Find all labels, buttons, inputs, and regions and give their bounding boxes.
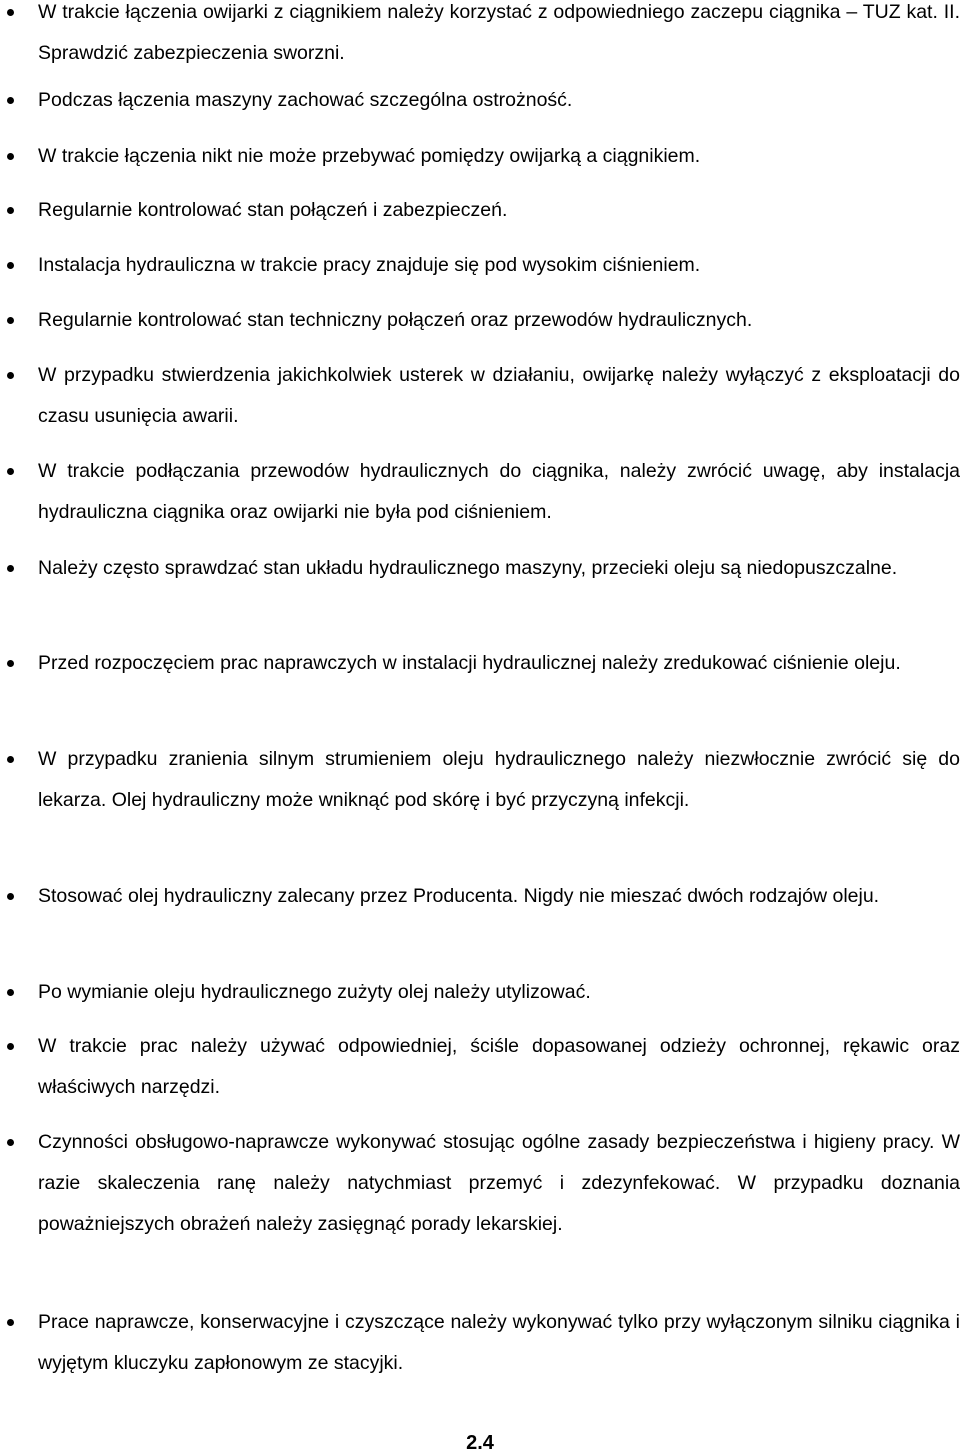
list-item-text: Regularnie kontrolować stan połączeń i zabezpieczeń. [38, 199, 508, 221]
list-item [0, 643, 960, 684]
list-item [0, 1026, 960, 1108]
bullet-icon [7, 565, 14, 572]
list-item [0, 972, 960, 1013]
list-item [0, 355, 960, 437]
bullet-icon [7, 372, 14, 379]
list-item-text: Podczas łączenia maszyny zachować szczególna ostrożność. [38, 89, 573, 111]
list-item-text: Instalacja hydrauliczna w trakcie pracy znajduje się pod wysokim ciśnieniem. [38, 254, 701, 276]
bullet-icon [7, 262, 14, 269]
list-item-text: Po wymianie oleju hydraulicznego zużyty olej należy utylizować. [38, 981, 591, 1003]
list-item [0, 245, 960, 286]
bullet-icon [7, 9, 14, 16]
list-item-text: W trakcie prac należy używać odpowiedniej, ściśle dopasowanej odzieży ochronnej, rękawic oraz właściwych narzędzi. [38, 1035, 960, 1098]
list-item [0, 451, 960, 533]
bullet-icon [7, 893, 14, 900]
bullet-icon [7, 1139, 14, 1146]
list-item [0, 876, 960, 917]
bullet-icon [7, 207, 14, 214]
list-item [0, 0, 960, 74]
bullet-icon [7, 317, 14, 324]
list-item-text: W trakcie łączenia nikt nie może przebywać pomiędzy owijarką a ciągnikiem. [38, 145, 701, 167]
list-item [0, 548, 960, 589]
bullet-icon [7, 756, 14, 763]
list-item [0, 136, 960, 177]
list-item-text: Czynności obsługowo-naprawcze wykonywać stosując ogólne zasady bezpieczeństwa i higieny pracy. W razie skaleczenia ranę należy natychmiast przemyć i zdezynfekować. W przypadku doznania poważniejszych obrażeń należy zasięgnąć porady lekarskiej. [38, 1131, 960, 1235]
list-item [0, 190, 960, 231]
bullet-icon [7, 1043, 14, 1050]
list-item-text: W trakcie łączenia owijarki z ciągnikiem należy korzystać z odpowiedniego zaczepu ciągnika – TUZ kat. II. Sprawdzić zabezpieczenia sworzni. [38, 1, 960, 64]
list-item-text: W przypadku stwierdzenia jakichkolwiek usterek w działaniu, owijarkę należy wyłączyć z eksploatacji do czasu usunięcia awarii. [38, 364, 960, 427]
bullet-icon [7, 989, 14, 996]
bullet-icon [7, 153, 14, 160]
list-item [0, 1122, 960, 1245]
list-item [0, 739, 960, 821]
bullet-icon [7, 97, 14, 104]
list-item-text: Regularnie kontrolować stan techniczny połączeń oraz przewodów hydraulicznych. [38, 309, 753, 331]
list-item-text: W trakcie podłączania przewodów hydraulicznych do ciągnika, należy zwrócić uwagę, aby instalacja hydrauliczna ciągnika oraz owijarki nie była pod ciśnieniem. [38, 460, 960, 523]
list-item [0, 80, 960, 121]
list-item-text: Stosować olej hydrauliczny zalecany przez Producenta. Nigdy nie mieszać dwóch rodzajów oleju. [38, 885, 880, 907]
list-item [0, 300, 960, 341]
list-item-text: Prace naprawcze, konserwacyjne i czyszczące należy wykonywać tylko przy wyłączonym silniku ciągnika i wyjętym kluczyku zapłonowym ze stacyjki. [38, 1311, 960, 1374]
page-number: 2.4 [466, 1432, 494, 1454]
list-item-text: Przed rozpoczęciem prac naprawczych w instalacji hydraulicznej należy zredukować ciśnienie oleju. [38, 652, 901, 674]
bullet-icon [7, 660, 14, 667]
bullet-icon [7, 1319, 14, 1326]
list-item-text: W przypadku zranienia silnym strumieniem oleju hydraulicznego należy niezwłocznie zwrócić się do lekarza. Olej hydrauliczny może wniknąć pod skórę i być przyczyną infekcji. [38, 748, 960, 811]
list-item [0, 1302, 960, 1384]
bullet-icon [7, 468, 14, 475]
list-item-text: Należy często sprawdzać stan układu hydraulicznego maszyny, przecieki oleju są niedopuszczalne. [38, 557, 898, 579]
